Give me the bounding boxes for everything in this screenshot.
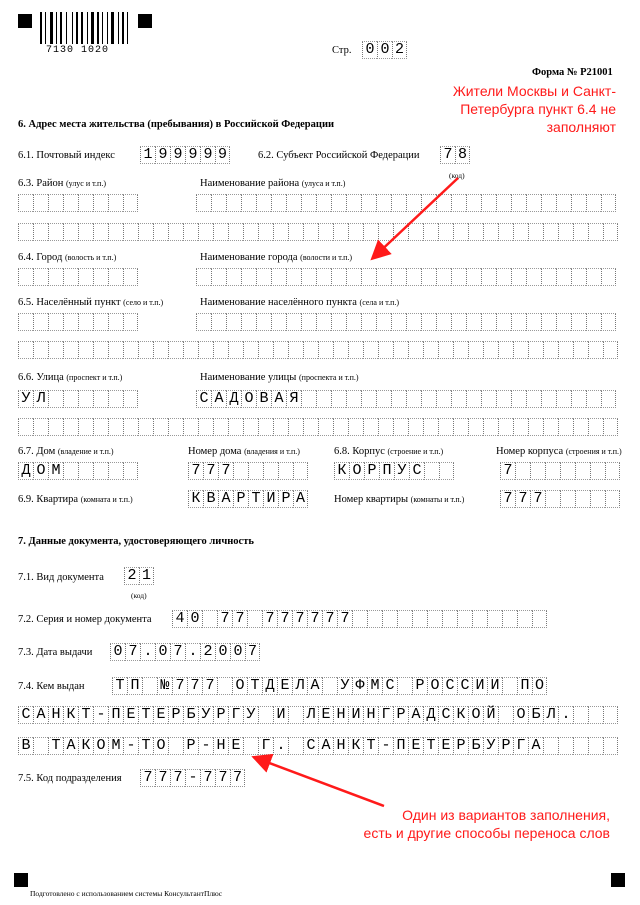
char-cell: Д [423, 706, 438, 724]
char-cell: 7 [125, 643, 140, 661]
char-cell: - [185, 769, 200, 787]
field-7-5-label: 7.5. Код подразделения [18, 773, 122, 784]
char-cell: Б [528, 706, 543, 724]
char-cell: Е [228, 737, 243, 755]
field-6-7-label-main: 6.7. Дом [18, 446, 58, 457]
char-cell: 7 [515, 490, 530, 508]
char-cell: А [293, 490, 308, 508]
char-cell: 7 [187, 677, 202, 695]
street-name-label-hint: (проспекта и т.п.) [299, 373, 359, 382]
char-cell: 7 [230, 769, 245, 787]
char-cell: 2 [392, 41, 407, 59]
char-cell: В [256, 390, 271, 408]
apartment-number-label-hint: (комнаты и т.п.) [410, 495, 465, 504]
char-cell: Г [513, 737, 528, 755]
char-cell: А [307, 677, 322, 695]
settlement-name-label-main: Наименование населённого пункта [200, 297, 360, 308]
char-cell: Т [248, 490, 263, 508]
char-cell: У [198, 706, 213, 724]
char-cell: М [367, 677, 382, 695]
annotation-bottom-line-1: Один из вариантов заполнения, [402, 807, 610, 823]
section-7-title: 7. Данные документа, удостоверяющего личность [18, 536, 254, 547]
footer-text: Подготовлено с использованием системы КонсультантПлюс [30, 889, 223, 898]
char-cell: И [348, 706, 363, 724]
char-cell: Н [363, 706, 378, 724]
char-cell: Л [292, 677, 307, 695]
char-cell: - [123, 737, 138, 755]
char-cell: У [483, 737, 498, 755]
field-6-9-label-hint: (комната и т.п.) [80, 495, 133, 504]
char-cell: Т [78, 706, 93, 724]
field-6-3-label-main: 6.3. Район [18, 178, 66, 189]
char-cell: 9 [170, 146, 185, 164]
arrow-bottom [256, 758, 384, 806]
char-cell: Л [303, 706, 318, 724]
char-cell: К [63, 706, 78, 724]
char-cell: А [63, 737, 78, 755]
char-cell: Е [408, 737, 423, 755]
char-cell: С [382, 677, 397, 695]
char-cell: О [349, 462, 364, 480]
char-cell: 0 [110, 643, 125, 661]
char-cell: Р [453, 737, 468, 755]
annotation-top-line-3: заполняют [546, 119, 616, 135]
char-cell: . [140, 643, 155, 661]
char-cell: 7 [155, 769, 170, 787]
barcode-number: 7130 1020 [46, 45, 110, 56]
char-cell: Л [543, 706, 558, 724]
char-cell: - [378, 737, 393, 755]
char-cell: В [203, 490, 218, 508]
district-name-label-main: Наименование района [200, 178, 302, 189]
char-cell: 7 [440, 146, 455, 164]
char-cell: С [196, 390, 211, 408]
char-cell: 7 [500, 490, 515, 508]
field-6-5-label-hint: (село и т.п.) [123, 298, 164, 307]
char-cell: О [468, 706, 483, 724]
char-cell: О [93, 737, 108, 755]
apartment-number-label-main: Номер квартиры [334, 494, 411, 505]
field-6-6-label-main: 6.6. Улица [18, 372, 67, 383]
char-cell: У [394, 462, 409, 480]
char-cell: 8 [455, 146, 470, 164]
char-cell: 0 [230, 643, 245, 661]
char-cell: 7 [277, 610, 292, 628]
char-cell: 7 [188, 462, 203, 480]
field-6-4-label-main: 6.4. Город [18, 252, 65, 263]
char-cell: 7 [217, 610, 232, 628]
char-cell: 7 [262, 610, 277, 628]
field-7-1-label: 7.1. Вид документа [18, 572, 104, 583]
region-code-hint: (код) [449, 171, 465, 180]
field-6-4-label-hint: (волость и т.п.) [64, 253, 117, 262]
char-cell: Ф [352, 677, 367, 695]
char-cell: 1 [140, 146, 155, 164]
field-7-3-label: 7.3. Дата выдачи [18, 647, 93, 658]
char-cell: Т [423, 737, 438, 755]
char-cell: Р [364, 462, 379, 480]
char-cell: 0 [362, 41, 377, 59]
field-6-7-label-hint: (владение и т.п.) [57, 447, 114, 456]
field-6-3-label-hint: (улус и т.п.) [66, 179, 106, 188]
char-cell: Р [233, 490, 248, 508]
char-cell: Т [363, 737, 378, 755]
char-cell: 4 [172, 610, 187, 628]
char-cell: К [78, 737, 93, 755]
char-cell: 7 [218, 462, 233, 480]
char-cell: Н [213, 737, 228, 755]
char-cell: Р [412, 677, 427, 695]
char-cell: 2 [124, 567, 139, 585]
char-cell: Р [168, 706, 183, 724]
char-cell: Я [286, 390, 301, 408]
char-cell: Р [183, 737, 198, 755]
char-cell: П [379, 462, 394, 480]
char-cell: С [409, 462, 424, 480]
street-name-label-main: Наименование улицы [200, 372, 299, 383]
char-cell: Н [333, 737, 348, 755]
char-cell: П [108, 706, 123, 724]
char-cell: А [408, 706, 423, 724]
field-7-2-label: 7.2. Серия и номер документа [18, 614, 152, 625]
char-cell: Т [138, 706, 153, 724]
char-cell: И [273, 706, 288, 724]
annotation-top-line-2: Петербурга пункт 6.4 не [460, 101, 616, 117]
char-cell: 0 [155, 643, 170, 661]
char-cell: С [438, 706, 453, 724]
char-cell: Е [123, 706, 138, 724]
char-cell: 7 [530, 490, 545, 508]
char-cell: 7 [202, 677, 217, 695]
char-cell: С [303, 737, 318, 755]
house-number-label-main: Номер дома [188, 446, 245, 457]
char-cell: Р [278, 490, 293, 508]
char-cell: 7 [140, 769, 155, 787]
field-6-5-label-main: 6.5. Населённый пункт [18, 297, 124, 308]
field-6-8-label-hint: (строение и т.п.) [387, 447, 444, 456]
page-label: Стр. [332, 45, 352, 56]
char-cell: . [185, 643, 200, 661]
char-cell: М [108, 737, 123, 755]
char-cell: Т [247, 677, 262, 695]
char-cell: К [334, 462, 349, 480]
char-cell: И [472, 677, 487, 695]
char-cell: 9 [155, 146, 170, 164]
char-cell: Н [333, 706, 348, 724]
char-cell: К [348, 737, 363, 755]
char-cell: 2 [200, 643, 215, 661]
char-cell: Л [33, 390, 48, 408]
field-6-2-label: 6.2. Субъект Российской Федерации [258, 150, 420, 161]
char-cell: У [243, 706, 258, 724]
char-cell: Д [18, 462, 33, 480]
char-cell: 9 [200, 146, 215, 164]
char-cell: 7 [170, 643, 185, 661]
char-cell: Д [226, 390, 241, 408]
char-cell: А [218, 490, 233, 508]
char-cell: 7 [200, 769, 215, 787]
settlement-name-label-hint: (села и т.п.) [359, 298, 400, 307]
city-name-label-main: Наименование города [200, 252, 301, 263]
annotation-top-line-1: Жители Москвы и Санкт- [452, 83, 616, 99]
document-type-hint: (код) [131, 591, 147, 600]
char-cell: 7 [215, 769, 230, 787]
char-cell: 7 [307, 610, 322, 628]
char-cell: П [393, 737, 408, 755]
char-cell: 7 [172, 677, 187, 695]
char-cell: 9 [215, 146, 230, 164]
char-cell: С [442, 677, 457, 695]
char-cell: Е [438, 737, 453, 755]
char-cell: Г [258, 737, 273, 755]
char-cell: О [241, 390, 256, 408]
field-7-4-label: 7.4. Кем выдан [18, 681, 85, 692]
char-cell: 9 [185, 146, 200, 164]
char-cell: К [188, 490, 203, 508]
section-6-title: 6. Адрес места жительства (пребывания) в Российской Федерации [18, 119, 335, 130]
char-cell: П [517, 677, 532, 695]
char-cell: 1 [139, 567, 154, 585]
char-cell: . [273, 737, 288, 755]
char-cell: Б [468, 737, 483, 755]
char-cell: А [211, 390, 226, 408]
char-cell: Т [138, 737, 153, 755]
char-cell: 7 [500, 462, 515, 480]
char-cell: О [153, 737, 168, 755]
char-cell: О [232, 677, 247, 695]
char-cell: № [157, 677, 172, 695]
char-cell: 7 [292, 610, 307, 628]
char-cell: О [33, 462, 48, 480]
char-cell: Д [262, 677, 277, 695]
char-cell: Р [213, 706, 228, 724]
char-cell: 0 [377, 41, 392, 59]
char-cell: Т [112, 677, 127, 695]
char-cell: А [33, 706, 48, 724]
char-cell: Е [277, 677, 292, 695]
char-cell: Е [153, 706, 168, 724]
building-number-label-main: Номер корпуса [496, 446, 566, 457]
char-cell: Г [378, 706, 393, 724]
char-cell: 7 [337, 610, 352, 628]
char-cell: 7 [322, 610, 337, 628]
annotation-bottom-line-2: есть и другие способы переноса слов [363, 825, 610, 841]
char-cell: Г [228, 706, 243, 724]
char-cell: О [513, 706, 528, 724]
char-cell: Б [183, 706, 198, 724]
char-cell: И [263, 490, 278, 508]
char-cell: Р [393, 706, 408, 724]
char-cell: А [318, 737, 333, 755]
char-cell: - [93, 706, 108, 724]
arrow-top [374, 178, 458, 257]
char-cell: Й [483, 706, 498, 724]
field-6-9-label-main: 6.9. Квартира [18, 494, 81, 505]
char-cell: К [453, 706, 468, 724]
district-name-label-hint: (улуса и т.п.) [301, 179, 346, 188]
field-6-1-label: 6.1. Почтовый индекс [18, 150, 115, 161]
char-cell: М [48, 462, 63, 480]
char-cell: Р [498, 737, 513, 755]
char-cell: О [427, 677, 442, 695]
field-6-6-label-hint: (проспект и т.п.) [66, 373, 123, 382]
char-cell: Е [318, 706, 333, 724]
char-cell: В [18, 737, 33, 755]
char-cell: А [271, 390, 286, 408]
char-cell: 7 [245, 643, 260, 661]
char-cell: У [18, 390, 33, 408]
char-cell: . [558, 706, 573, 724]
char-cell: 0 [187, 610, 202, 628]
char-cell: Н [48, 706, 63, 724]
char-cell: 7 [170, 769, 185, 787]
char-cell: 7 [232, 610, 247, 628]
char-cell: Т [48, 737, 63, 755]
char-cell: И [487, 677, 502, 695]
building-number-label-hint: (строения и т.п.) [565, 447, 622, 456]
char-cell: 0 [215, 643, 230, 661]
char-cell: У [337, 677, 352, 695]
field-6-8-label-main: 6.8. Корпус [334, 446, 388, 457]
char-cell: П [127, 677, 142, 695]
house-number-label-hint: (владения и т.п.) [244, 447, 300, 456]
char-cell: С [457, 677, 472, 695]
city-name-label-hint: (волости и т.п.) [300, 253, 353, 262]
char-cell: - [198, 737, 213, 755]
char-cell: 7 [203, 462, 218, 480]
char-cell: А [528, 737, 543, 755]
form-label: Форма № Р21001 [532, 67, 613, 78]
char-cell: О [532, 677, 547, 695]
char-cell: С [18, 706, 33, 724]
